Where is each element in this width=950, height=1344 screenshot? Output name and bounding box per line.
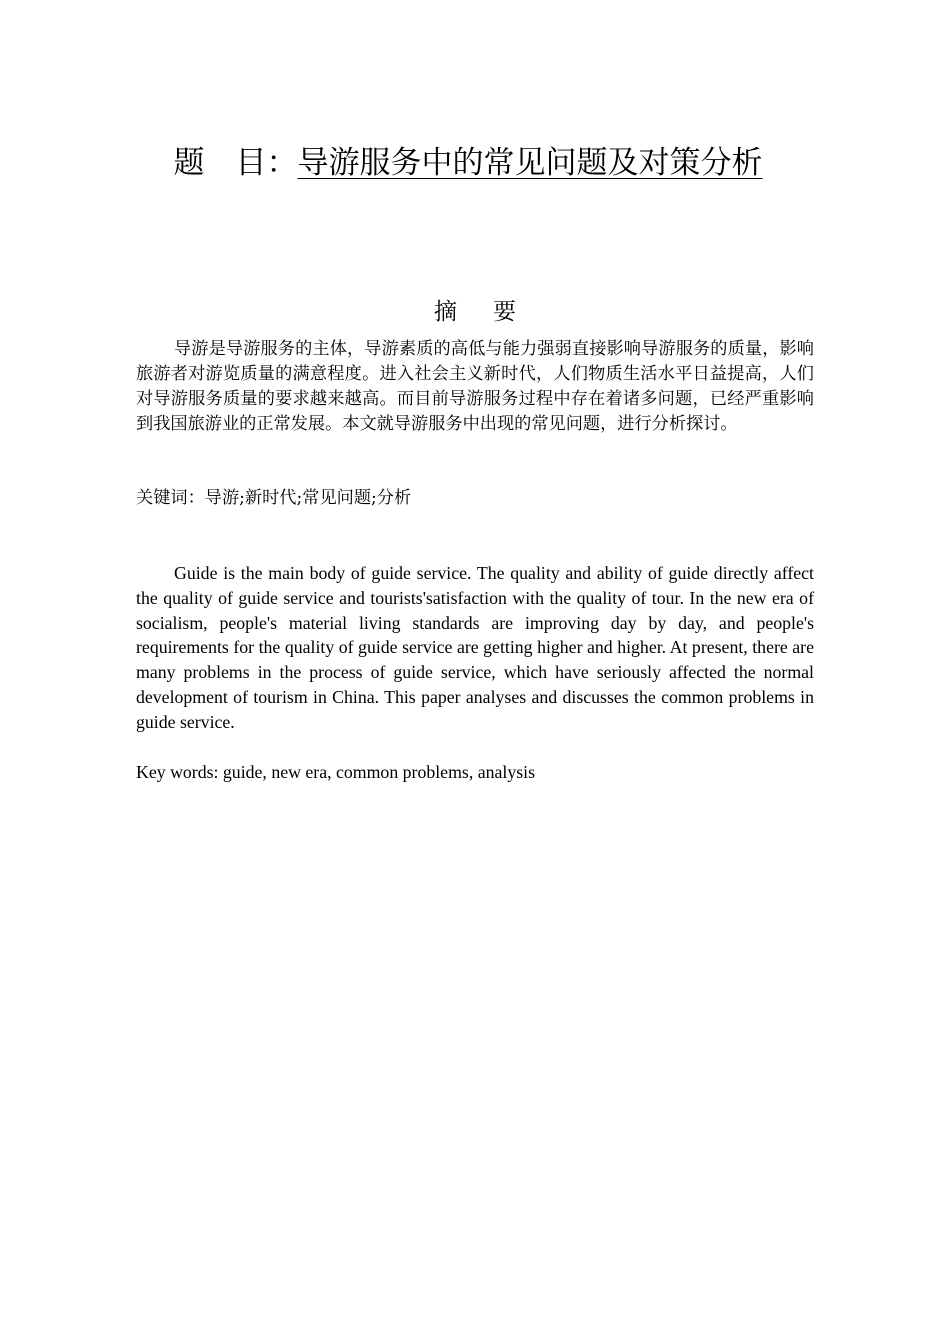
abstract-heading: 摘要: [434, 299, 552, 325]
chinese-keywords: 关键词：导游;新时代;常见问题;分析: [136, 488, 412, 508]
english-abstract-paragraph: Guide is the main body of guide service. The quality and ability of guide directly affect the quality of guide service and tourists'satisfaction with the quality of tour. In the new era of socialism, people's material living standards are improving day by day, and people's requirements for the quality of guide service are getting higher and higher. At present, there are many problems in the process of guide service, which have seriously affected the normal development of tourism in China. This paper analyses and discusses the common problems in guide service.: [136, 563, 814, 732]
english-keywords: Key words: guide, new era, common problems, analysis: [136, 762, 536, 782]
title-prefix: 题 目：: [173, 145, 298, 181]
title-text: 导游服务中的常见问题及对策分析: [297, 145, 763, 181]
chinese-abstract-paragraph: 导游是导游服务的主体，导游素质的高低与能力强弱直接影响导游服务的质量，影响旅游者对游览质量的满意程度。进入社会主义新时代，人们物质生活水平日益提高，人们对导游服务质量的要求越来越高。而目前导游服务过程中存在着诸多问题，已经严重影响到我国旅游业的正常发展。本文就导游服务中出现的常见问题，进行分析探讨。: [136, 339, 814, 434]
page-title: [0, 140, 950, 186]
